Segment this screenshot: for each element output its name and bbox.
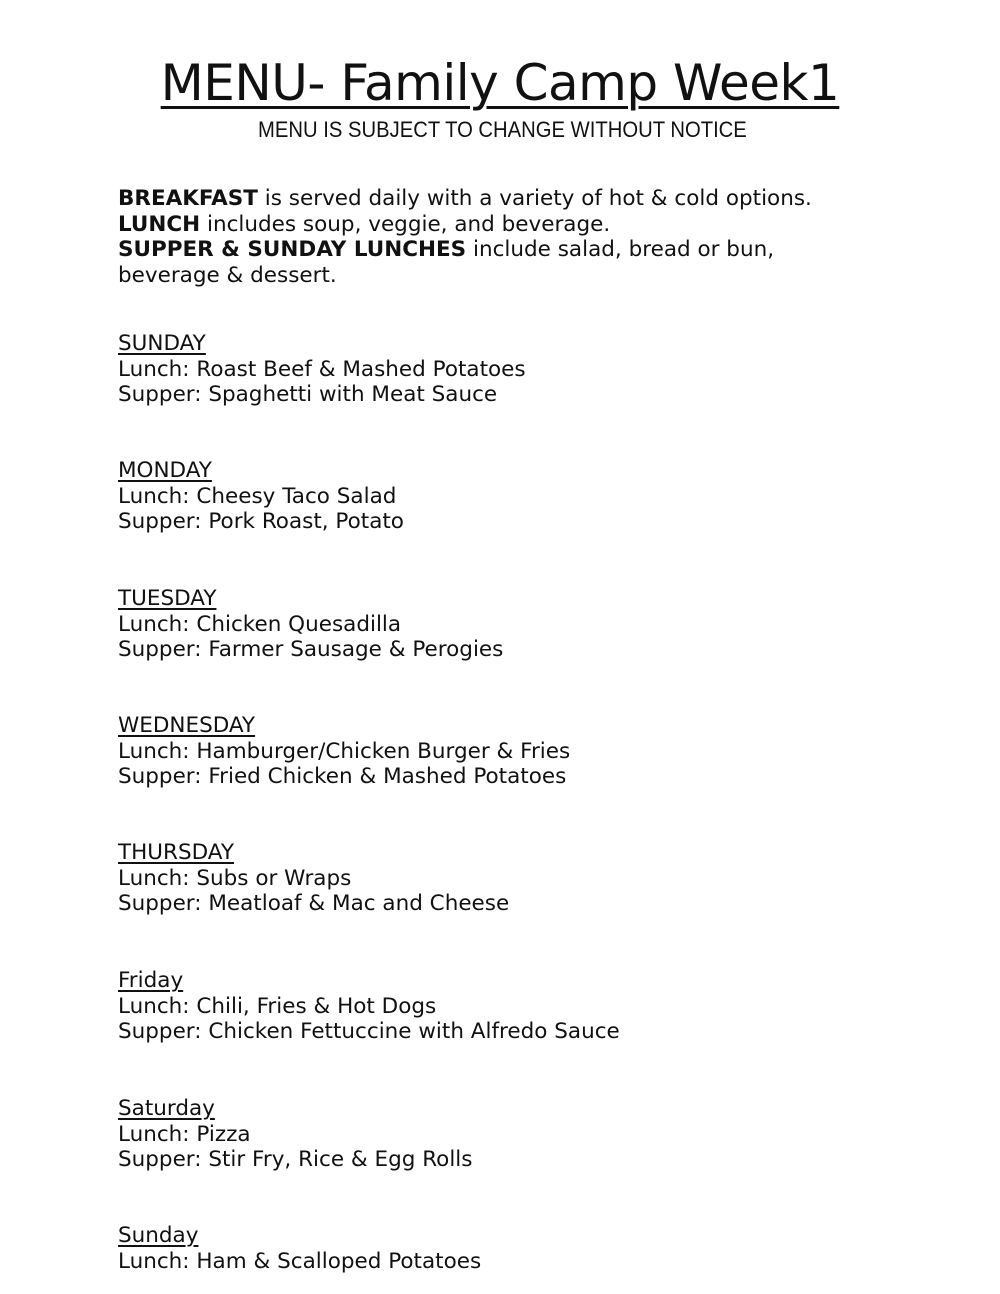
day-heading: Saturday [118,1096,215,1121]
breakfast-info [118,186,878,212]
day-saturday [118,1096,472,1173]
day-heading: Friday [118,968,184,993]
supper-info [118,237,878,288]
day-lunch: Lunch: Pizza [118,1121,251,1147]
day-thursday [118,840,509,917]
breakfast-text: is served daily with a variety of hot & cold options. [257,186,812,211]
day-heading: THURSDAY [118,840,234,865]
day-supper: Supper: Stir Fry, Rice & Egg Rolls [118,1147,473,1173]
day-supper: Supper: Fried Chicken & Mashed Potatoes [118,764,567,790]
supper-label: SUPPER & SUNDAY LUNCHES [118,237,467,262]
day-monday [118,458,404,535]
day-tuesday [118,586,503,663]
day-supper: Supper: Pork Roast, Potato [118,509,404,535]
day-lunch: Lunch: Ham & Scalloped Potatoes [118,1248,482,1274]
day-supper: Supper: Spaghetti with Meat Sauce [118,382,498,408]
day-sunday-final [118,1223,481,1274]
menu-notice: MENU IS SUBJECT TO CHANGE WITHOUT NOTICE [258,117,747,142]
day-heading: SUNDAY [118,331,206,356]
supper-text: include salad, bread or bun, beverage & dessert. [118,237,775,288]
day-supper: Supper: Meatloaf & Mac and Cheese [118,891,510,917]
breakfast-label: BREAKFAST [118,186,258,211]
day-heading: Sunday [118,1223,199,1248]
day-lunch: Lunch: Chili, Fries & Hot Dogs [118,993,437,1019]
meal-info [118,186,878,288]
day-lunch: Lunch: Subs or Wraps [118,865,352,891]
day-friday [118,968,620,1045]
day-heading: WEDNESDAY [118,713,256,738]
day-heading: MONDAY [118,458,212,483]
day-lunch: Lunch: Hamburger/Chicken Burger & Fries [118,738,571,764]
day-wednesday [118,713,570,790]
day-supper: Supper: Farmer Sausage & Perogies [118,637,504,663]
day-lunch: Lunch: Roast Beef & Mashed Potatoes [118,356,526,382]
day-lunch: Lunch: Cheesy Taco Salad [118,483,397,509]
lunch-info [118,212,878,238]
lunch-text: includes soup, veggie, and beverage. [200,211,611,237]
lunch-label: LUNCH [118,211,201,237]
day-lunch: Lunch: Chicken Quesadilla [118,611,402,637]
page-title: MENU- Family Camp Week1 [160,54,840,112]
day-supper: Supper: Chicken Fettuccine with Alfredo Sauce [118,1019,620,1045]
day-sunday [118,331,526,408]
day-heading: TUESDAY [118,586,217,611]
